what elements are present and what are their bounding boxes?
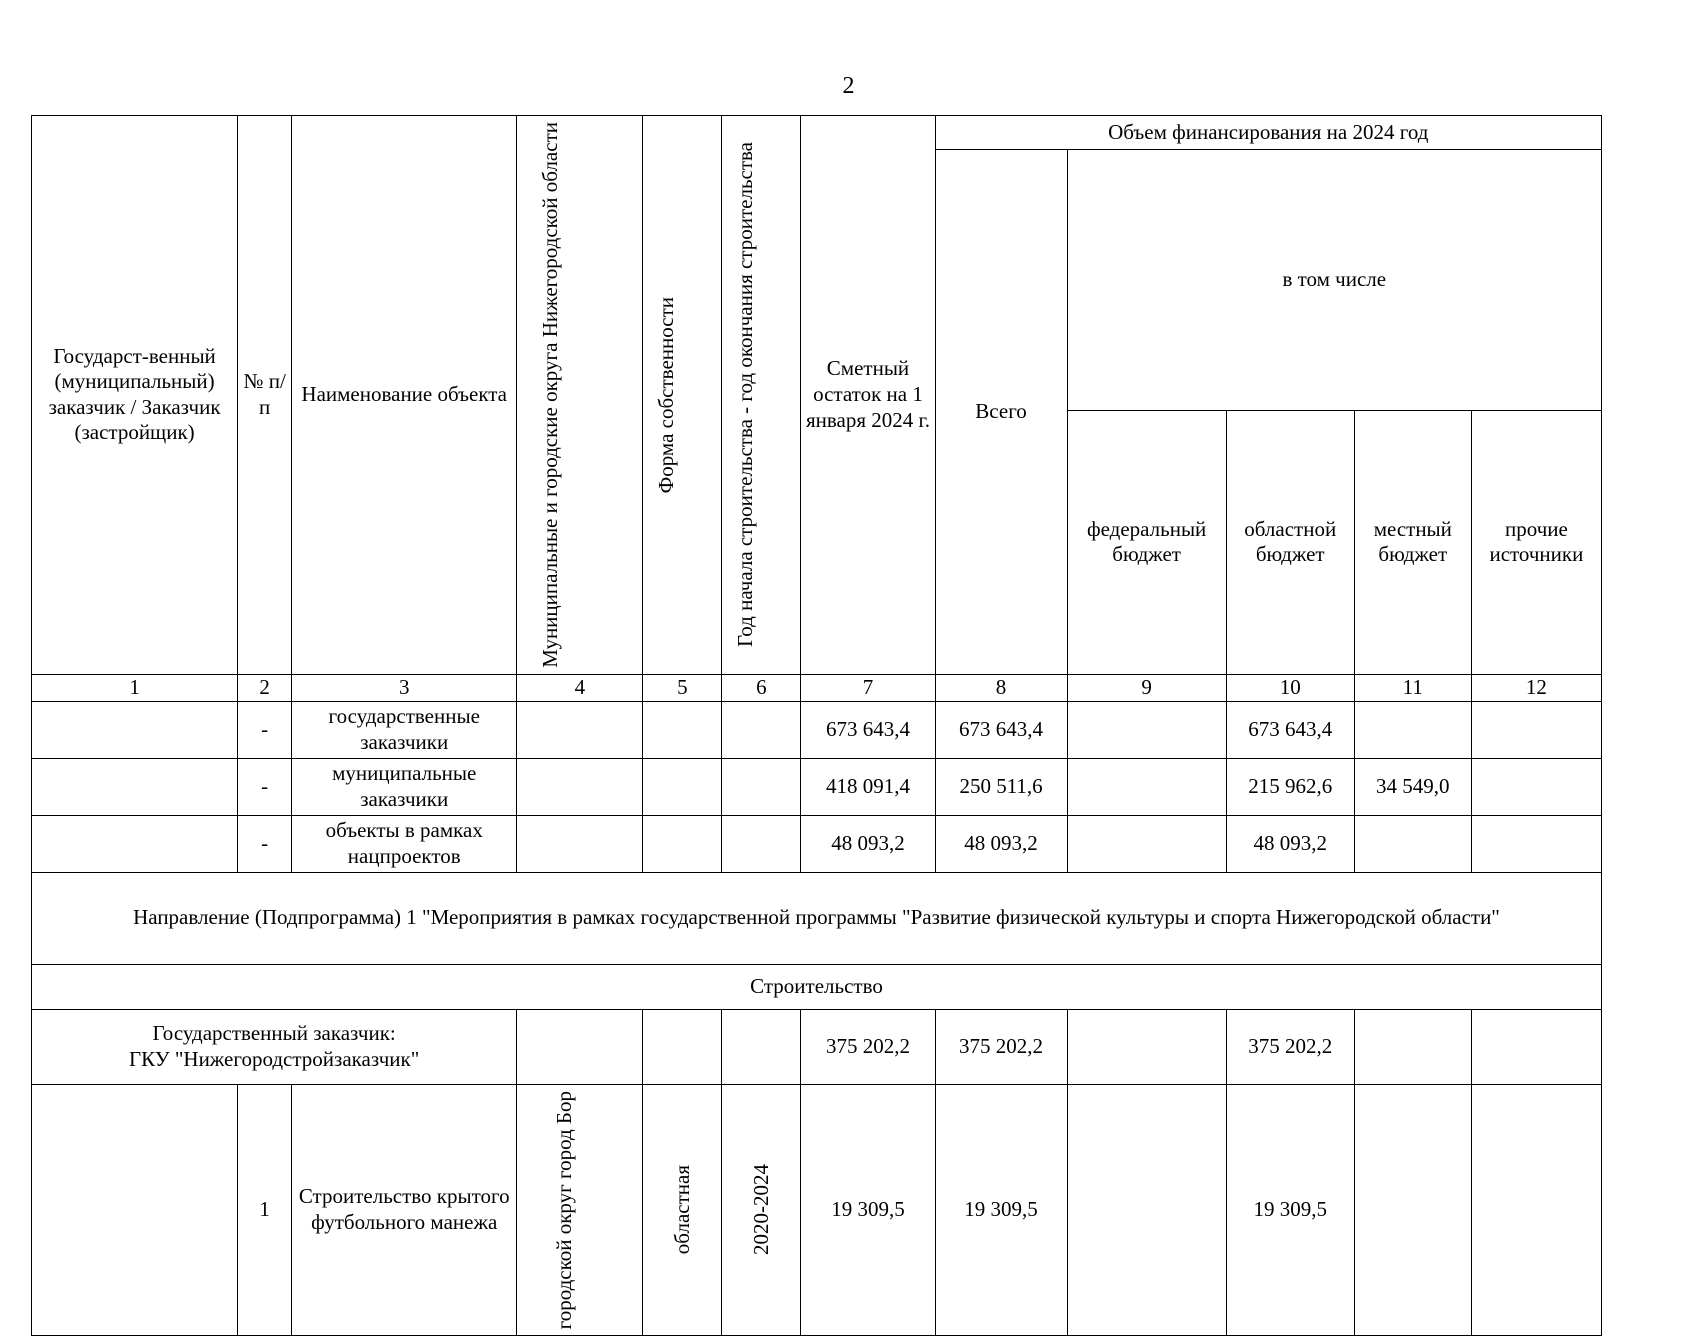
header-total: Всего: [935, 150, 1067, 675]
customer-label: [32, 1009, 517, 1084]
table-row: [32, 758, 1602, 815]
header-local: местный бюджет: [1354, 410, 1471, 674]
header-other: прочие источники: [1471, 410, 1601, 674]
cell-local: [1354, 815, 1471, 872]
cell-empty: [32, 701, 238, 758]
cell-number: 1: [238, 1084, 292, 1335]
header-municipality: [517, 116, 643, 675]
column-number: 12: [1471, 674, 1601, 701]
financing-table: [31, 115, 1602, 1336]
column-number: 3: [292, 674, 517, 701]
cell-empty: [517, 1009, 643, 1084]
cell-other: [1471, 701, 1601, 758]
cell-empty: [517, 758, 643, 815]
cell-empty: [32, 758, 238, 815]
cell-federal: [1067, 815, 1226, 872]
cell-empty: [722, 701, 801, 758]
cell-name: государственные заказчики: [292, 701, 517, 758]
column-number: 7: [801, 674, 935, 701]
cell-name: муниципальные заказчики: [292, 758, 517, 815]
cell-local: 34 549,0: [1354, 758, 1471, 815]
column-number: 8: [935, 674, 1067, 701]
cell-total: 673 643,4: [935, 701, 1067, 758]
cell-local: [1354, 701, 1471, 758]
header-number: № п/п: [238, 116, 292, 675]
column-number: 4: [517, 674, 643, 701]
cell-regional: 48 093,2: [1226, 815, 1354, 872]
cell-years: [722, 1084, 801, 1335]
header-federal: федеральный бюджет: [1067, 410, 1226, 674]
column-number: 6: [722, 674, 801, 701]
cell-empty: [643, 1009, 722, 1084]
cell-number: -: [238, 815, 292, 872]
cell-regional: 375 202,2: [1226, 1009, 1354, 1084]
cell-federal: [1067, 1084, 1226, 1335]
header-regional: областной бюджет: [1226, 410, 1354, 674]
cell-empty: [722, 815, 801, 872]
table-row: [32, 701, 1602, 758]
cell-federal: [1067, 701, 1226, 758]
cell-total: 375 202,2: [935, 1009, 1067, 1084]
cell-empty: [1067, 1009, 1226, 1084]
column-number: 11: [1354, 674, 1471, 701]
cell-empty: [517, 815, 643, 872]
cell-years-text: 2020-2024: [748, 1164, 773, 1256]
header-years: [722, 116, 801, 675]
section-title: Строительство: [32, 964, 1602, 1009]
header-funding-group: Объем финансирования на 2024 год: [935, 116, 1601, 150]
cell-federal: [1067, 758, 1226, 815]
cell-ownership-text: областная: [669, 1165, 694, 1255]
table-row: [32, 815, 1602, 872]
column-number: 9: [1067, 674, 1226, 701]
direction-title: Направление (Подпрограмма) 1 "Мероприятия в рамках государственной программы "Развитие физической культуры и спорта Нижегородской области": [32, 872, 1602, 964]
header-object-name: Наименование объекта: [292, 116, 517, 675]
header-ownership: [643, 116, 722, 675]
header-including: в том числе: [1067, 150, 1601, 411]
cell-regional: 19 309,5: [1226, 1084, 1354, 1335]
customer-row: [32, 1009, 1602, 1084]
cell-empty: [722, 1009, 801, 1084]
cell-total: 250 511,6: [935, 758, 1067, 815]
cell-municipality-text: городской округ город Бор: [551, 1090, 576, 1330]
customer-label-line2: ГКУ "Нижегородстройзаказчик": [128, 1046, 420, 1071]
cell-estimate: 48 093,2: [801, 815, 935, 872]
header-customer: Государст-венный (муниципальный) заказчик / Заказчик (застройщик): [32, 116, 238, 675]
cell-other: [1471, 815, 1601, 872]
column-number: 10: [1226, 674, 1354, 701]
header-years-text: Год начала строительства - год окончания строительства: [733, 142, 758, 648]
cell-empty: [32, 815, 238, 872]
cell-empty: [1471, 1009, 1601, 1084]
cell-local: [1354, 1084, 1471, 1335]
cell-estimate: 673 643,4: [801, 701, 935, 758]
cell-estimate: 418 091,4: [801, 758, 935, 815]
cell-empty: [517, 701, 643, 758]
cell-regional: 215 962,6: [1226, 758, 1354, 815]
cell-empty: [643, 701, 722, 758]
cell-ownership: [643, 1084, 722, 1335]
column-number: 1: [32, 674, 238, 701]
cell-estimate: 375 202,2: [801, 1009, 935, 1084]
header-ownership-text: Форма собственности: [654, 296, 679, 494]
object-row: [32, 1084, 1602, 1335]
cell-empty: [722, 758, 801, 815]
page-number: 2: [842, 73, 855, 99]
cell-other: [1471, 1084, 1601, 1335]
cell-empty: [32, 1084, 238, 1335]
cell-name: объекты в рамках нацпроектов: [292, 815, 517, 872]
cell-name: Строительство крытого футбольного манежа: [292, 1084, 517, 1335]
cell-total: 48 093,2: [935, 815, 1067, 872]
cell-estimate: 19 309,5: [801, 1084, 935, 1335]
customer-label-line1: Государственный заказчик:: [152, 1021, 396, 1046]
cell-municipality: [517, 1084, 643, 1335]
cell-regional: 673 643,4: [1226, 701, 1354, 758]
cell-other: [1471, 758, 1601, 815]
header-municipality-text: Муниципальные и городские округа Нижегородской области: [537, 122, 562, 668]
column-number: 2: [238, 674, 292, 701]
header-estimate-balance: Сметный остаток на 1 января 2024 г.: [801, 116, 935, 675]
column-number: 5: [643, 674, 722, 701]
cell-empty: [1354, 1009, 1471, 1084]
cell-empty: [643, 815, 722, 872]
cell-number: -: [238, 701, 292, 758]
cell-number: -: [238, 758, 292, 815]
cell-empty: [643, 758, 722, 815]
cell-total: 19 309,5: [935, 1084, 1067, 1335]
